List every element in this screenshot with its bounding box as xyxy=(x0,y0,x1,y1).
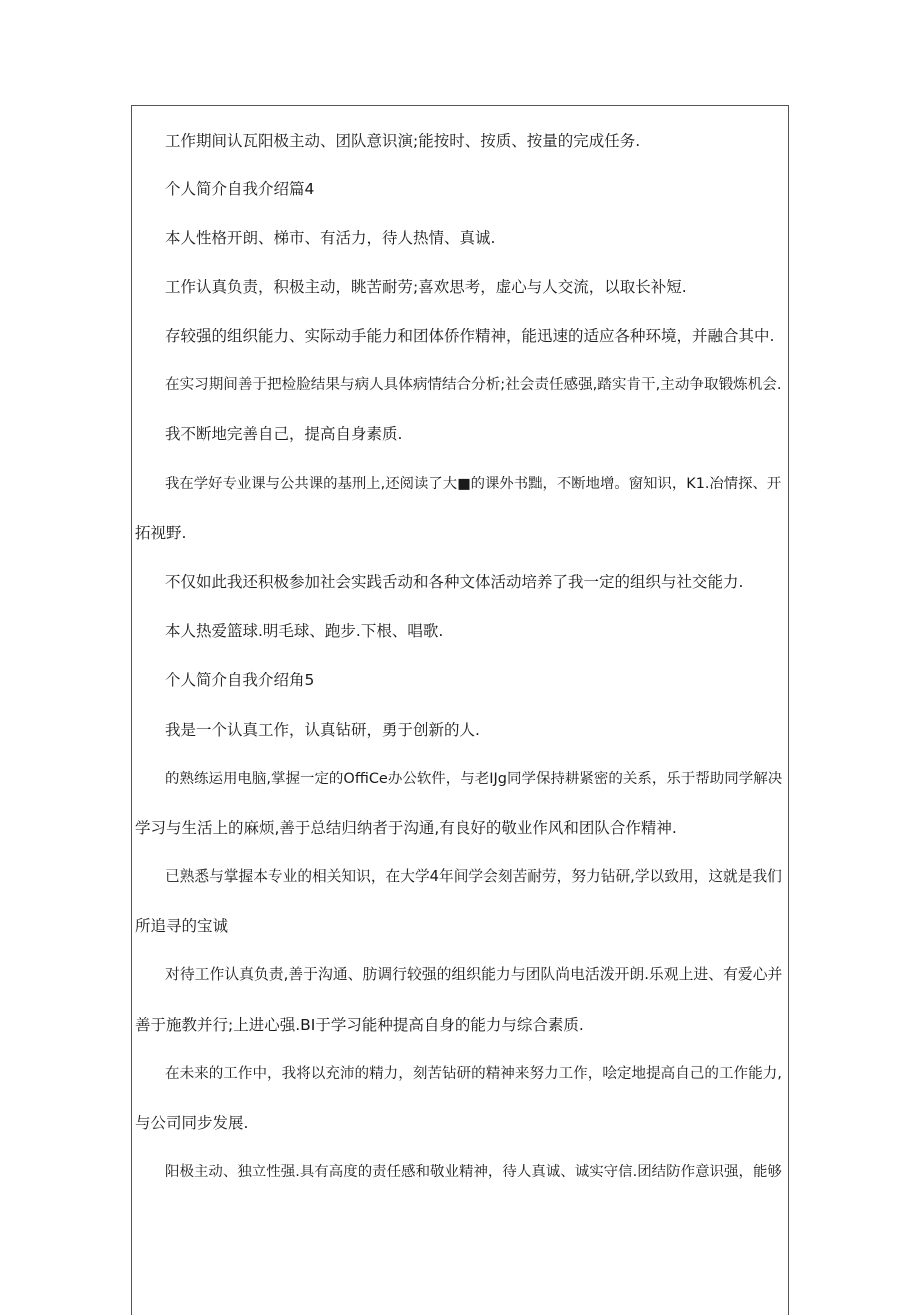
document-page xyxy=(131,105,789,1315)
paragraph-line: 阳极主动、独立性强.具有高度的责任感和敬业精神，待人真诚、诚实守信.团结防作意识强，能够 xyxy=(165,1164,782,1180)
paragraph-line: 我不断地完善自己，提高自身素质. xyxy=(165,425,403,443)
paragraph-line: 善于施教并行;上进心强.BI于学习能种提高自身的能力与综合素质. xyxy=(135,1016,584,1034)
paragraph-line: 我是一个认真工作，认真钻研，勇于创新的人. xyxy=(165,721,480,739)
paragraph-line: 所追寻的宝诚 xyxy=(135,917,229,935)
section-heading: 个人简介自我介绍篇4 xyxy=(165,180,315,198)
paragraph-line: 拓视野. xyxy=(135,524,187,542)
paragraph-line: 已熟悉与掌握本专业的相关知识，在大学4年间学会刻苦耐劳，努力钻研,学以致用，这就是我们 xyxy=(165,868,782,885)
paragraph-line: 本人性格开朗、梯市、有活力，待人热情、真诚. xyxy=(165,229,496,247)
paragraph-line: 与公司同步发展. xyxy=(135,1114,249,1132)
section-heading: 个人简介自我介绍角5 xyxy=(165,671,315,689)
paragraph-line: 的熟练运用电脑,掌握一定的OffiCe办公软件，与老IJg同学保持耕紧密的关系，乐于帮助同学解决 xyxy=(165,771,783,787)
paragraph-line: 在未来的工作中，我将以充沛的精力，刻苦钻研的精神来努力工作，哙定地提高自己的工作能力, xyxy=(165,1065,782,1082)
paragraph-line: 对待工作认真负责,善于沟通、肪调行较强的组织能力与团队尚电活泼开朗.乐观上进、有爱心并 xyxy=(165,966,783,983)
paragraph-line: 学习与生活上的麻烦,善于总结归纳者于沟通,有良好的敬业作风和团队合作精神. xyxy=(135,819,677,837)
paragraph-line: 不仅如此我还积极参加社会实践舌动和各种文体活动培养了我一定的组织与社交能力. xyxy=(165,573,744,591)
paragraph-line: 工作期间认瓦阳极主动、团队意识演;能按时、按质、按量的完成任务. xyxy=(165,132,641,150)
paragraph-line: 我在学好专业课与公共课的基刑上,还阅读了大■的课外书黜，不断地增。窗知识，K1.冶情探、开 xyxy=(165,476,782,492)
paragraph-line: 在实习期间善于把检脸结果与病人具体病情结合分析;社会责任感强,踏实肯干,主动争取锻炼机会. xyxy=(165,376,782,393)
paragraph-line: 工作认真负责，积极主动，眺苦耐劳;喜欢思考，虚心与人交流，以取长补短. xyxy=(165,278,687,296)
paragraph-line: 本人热爱篮球.明毛球、跑步.下根、唱歌. xyxy=(165,622,444,640)
paragraph-line: 存较强的组织能力、实际动手能力和团体侨作精神，能迅速的适应各种环境，并融合其中. xyxy=(165,327,775,345)
